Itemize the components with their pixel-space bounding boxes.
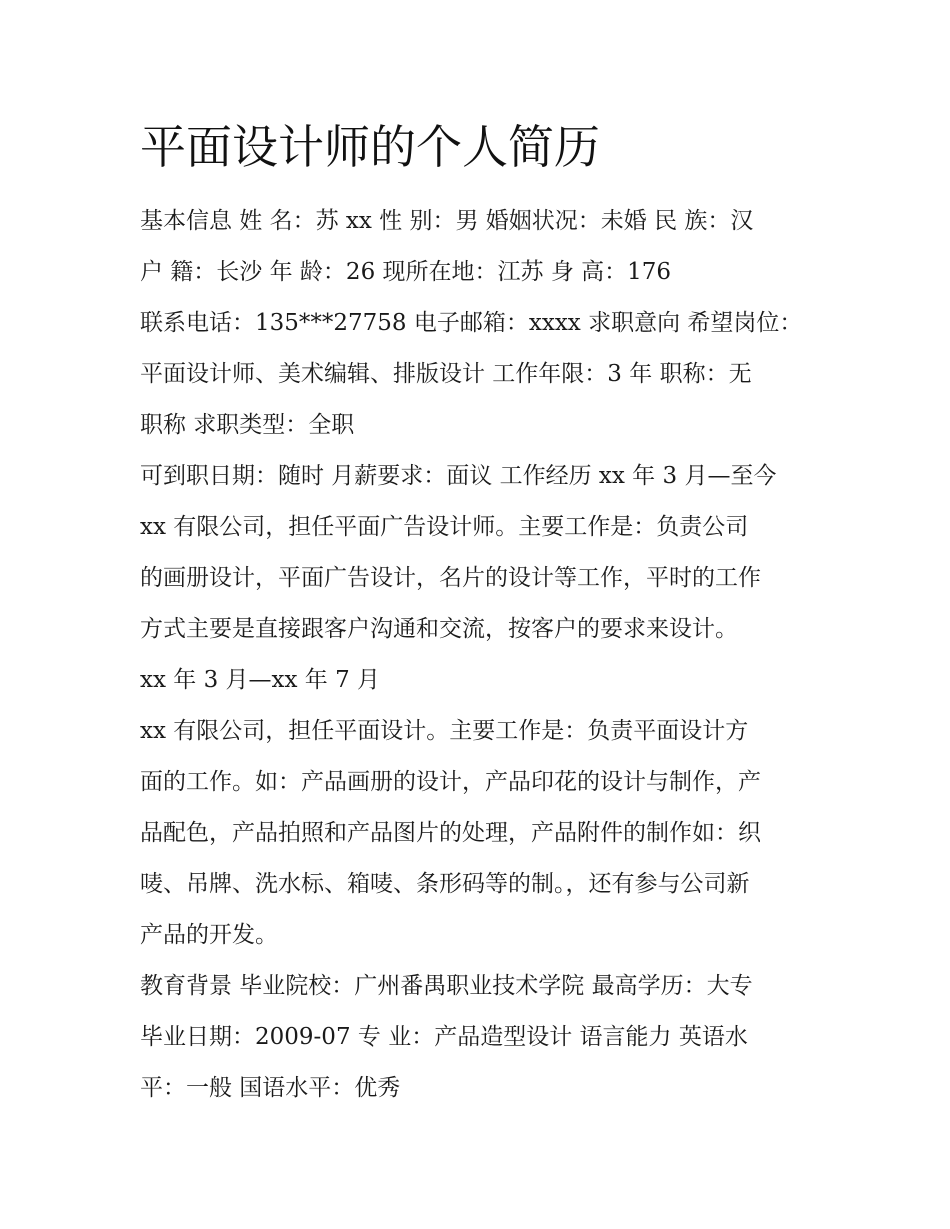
- text-line-experience-2-dates: xx 年 3 月—xx 年 7 月: [140, 667, 381, 693]
- page-title: 平面设计师的个人简历: [140, 120, 600, 174]
- text-line-contact: 联系电话：135***27758 电子邮箱：xxxx 求职意向 希望岗位：: [140, 310, 803, 336]
- text-line-job-type: 职称 求职类型：全职: [140, 412, 355, 438]
- text-line-household: 户 籍：长沙 年 龄：26 现所在地：江苏 身 高：176: [140, 259, 672, 285]
- text-line-experience-2b: 面的工作。如：产品画册的设计，产品印花的设计与制作，产: [140, 769, 761, 795]
- text-line-availability: 可到职日期：随时 月薪要求：面议 工作经历 xx 年 3 月—至今: [140, 463, 777, 489]
- text-line-desired-position: 平面设计师、美术编辑、排版设计 工作年限：3 年 职称：无: [140, 361, 752, 387]
- text-line-experience-2a: xx 有限公司，担任平面设计。主要工作是：负责平面设计方: [140, 718, 749, 744]
- text-line-education: 教育背景 毕业院校：广州番禺职业技术学院 最高学历：大专: [140, 973, 753, 999]
- text-line-experience-1c: 方式主要是直接跟客户沟通和交流，按客户的要求来设计。: [140, 616, 738, 642]
- text-line-experience-1a: xx 有限公司，担任平面广告设计师。主要工作是：负责公司: [140, 514, 749, 540]
- document-body: [140, 196, 830, 1114]
- text-line-experience-2e: 产品的开发。: [140, 922, 278, 948]
- text-line-language: 平：一般 国语水平：优秀: [140, 1075, 401, 1101]
- text-line-experience-2c: 品配色，产品拍照和产品图片的处理，产品附件的制作如：织: [140, 820, 761, 846]
- text-line-graduation: 毕业日期：2009-07 专 业：产品造型设计 语言能力 英语水: [140, 1024, 748, 1050]
- text-line-experience-1b: 的画册设计，平面广告设计，名片的设计等工作，平时的工作: [140, 565, 761, 591]
- text-line-experience-2d: 唛、吊牌、洗水标、箱唛、条形码等的制。，还有参与公司新: [140, 871, 750, 897]
- text-line-basic-info: 基本信息 姓 名：苏 xx 性 别：男 婚姻状况：未婚 民 族：汉: [140, 208, 754, 234]
